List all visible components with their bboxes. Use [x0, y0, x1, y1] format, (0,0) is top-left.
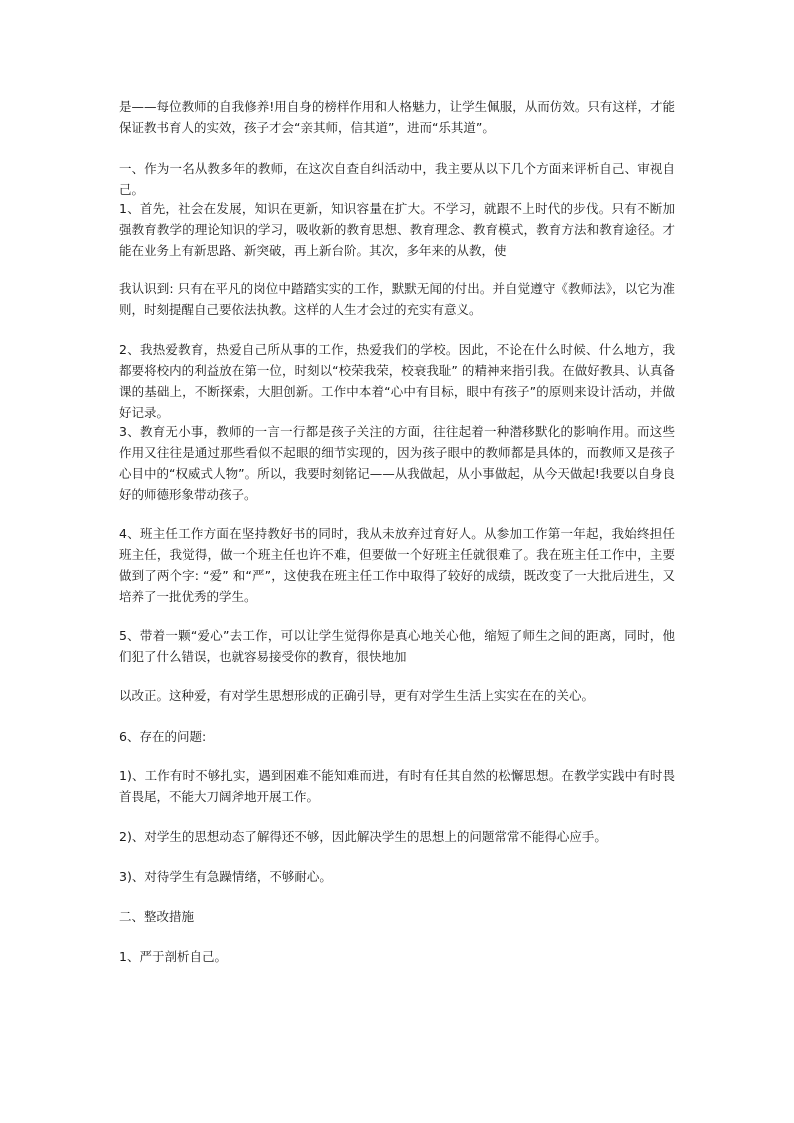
paragraph-intro: 是——每位教师的自我修养!用自身的榜样作用和人格魅力，让学生佩服，从而仿效。只有这样，才能保证教书育人的实效，孩子才会“亲其师，信其道”，进而“乐其道”。: [119, 99, 675, 135]
section-heading-rectification: 二、整改措施: [119, 909, 195, 924]
problem-item-2: 2)、对学生的思想动态了解得还不够，因此解决学生的思想上的问题常常不能得心应手。: [119, 829, 607, 844]
paragraph-item-6-heading: 6、存在的问题:: [119, 729, 207, 744]
paragraph-item-3: 3、教育无小事，教师的一言一行都是孩子关注的方面，往往起着一种潜移默化的影响作用。而这些作用又往往是通过那些看似不起眼的细节实现的，因为孩子眼中的教师都是具体的，而教师又是孩子心目中的“权威式人物”。所以，我要时刻铭记——从我做起，从小事做起，从今天做起!我要以自身良好的师德形象带动孩子。: [119, 424, 675, 502]
problem-item-3: 3)、对待学生有急躁情绪，不够耐心。: [119, 869, 332, 884]
rectification-item-1: 1、严于剖析自己。: [119, 949, 227, 964]
problem-item-1: 1)、工作有时不够扎实，遇到困难不能知难而进，有时有任其自然的松懈思想。在教学实践中有时畏首畏尾，不能大刀阔斧地开展工作。: [119, 768, 675, 804]
paragraph-item-4: 4、班主任工作方面在坚持教好书的同时，我从未放弃过育好人。从参加工作第一年起，我始终担任班主任，我觉得，做一个班主任也许不难，但要做一个好班主任就很难了。我在班主任工作中，主要做到了两个字: “爱” 和“严”，这使我在班主任工作中取得了较好的成绩，既改变了一大批后进生，又培养了一批优秀的学生。: [119, 526, 675, 604]
paragraph-item-5-continued: 以改正。这种爱，有对学生思想形成的正确引导，更有对学生生活上实实在在的关心。: [119, 688, 595, 703]
paragraph-item-2: 2、我热爱教育，热爱自己所从事的工作，热爱我们的学校。因此，不论在什么时候、什么地方，我都要将校内的利益放在第一位，时刻以“校荣我荣，校衰我耻” 的精神来指引我。在做好教具、认真备课的基础上，不断探索，大胆创新。工作中本着“心中有目标，眼中有孩子”的原则来设计活动，并做好记录。: [119, 342, 675, 420]
section-heading-self-review: 一、作为一名从教多年的教师，在这次自查自纠活动中，我主要从以下几个方面来评析自己、审视自己。: [119, 161, 675, 197]
paragraph-item-5: 5、带着一颗“爱心”去工作，可以让学生觉得你是真心地关心他，缩短了师生之间的距离，同时，他们犯了什么错误，也就容易接受你的教育，很快地加: [119, 628, 675, 664]
paragraph-item-1-continued: 我认识到: 只有在平凡的岗位中踏踏实实的工作，默默无闻的付出。并自觉遵守《教师法》，以它为准则，时刻提醒自己要依法执教。这样的人生才会过的充实有意义。: [119, 281, 675, 317]
paragraph-item-1: 1、首先，社会在发展，知识在更新，知识容量在扩大。不学习，就跟不上时代的步伐。只有不断加强教育教学的理论知识的学习，吸收新的教育思想、教育理念、教育模式，教育方法和教育途径。才能在业务上有新思路、新突破，再上新台阶。其次，多年来的从教，使: [119, 201, 675, 258]
